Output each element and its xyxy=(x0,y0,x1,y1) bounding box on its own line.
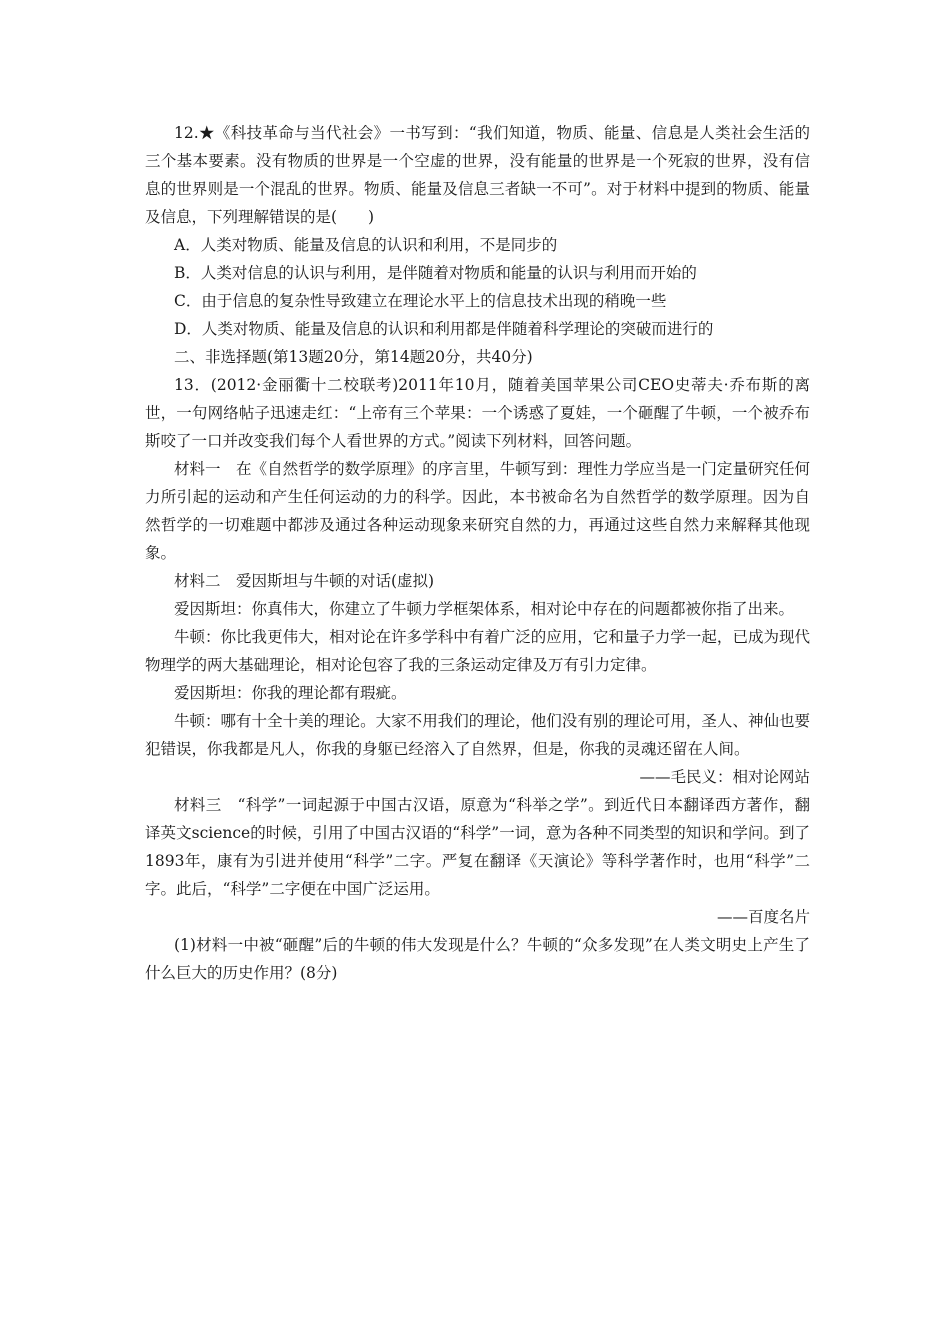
question-13-sub-1: (1)材料一中被“砸醒”后的牛顿的伟大发现是什么？牛顿的“众多发现”在人类文明史上产生了什么巨大的历史作用？(8分) xyxy=(145,936,810,982)
question-12-stem: 12.★《科技革命与当代社会》一书写到：“我们知道，物质、能量、信息是人类社会生活的三个基本要素。没有物质的世界是一个空虚的世界，没有能量的世界是一个死寂的世界，没有信息的世界则是一个混乱的世界。物质、能量及信息三者缺一不可”。对于材料中提到的物质、能量及信息，下列理解错误的是( ) xyxy=(145,124,810,226)
question-13-intro: 13．(2012·金丽衢十二校联考)2011年10月，随着美国苹果公司CEO史蒂夫·乔布斯的离世，一句网络帖子迅速走红：“上帝有三个苹果：一个诱惑了夏娃，一个砸醒了牛顿，一个被乔布斯咬了一口并改变我们每个人看世界的方式。”阅读下列材料，回答问题。 xyxy=(145,376,810,450)
question-12-option-c: C．由于信息的复杂性导致建立在理论水平上的信息技术出现的稍晚一些 xyxy=(174,292,667,310)
question-12-option-a: A．人类对物质、能量及信息的认识和利用，不是同步的 xyxy=(174,236,558,254)
material-1: 材料一 在《自然哲学的数学原理》的序言里，牛顿写到：理性力学应当是一门定量研究任何力所引起的运动和产生任何运动的力的科学。因此，本书被命名为自然哲学的数学原理。因为自然哲学的一切难题中都涉及通过各种运动现象来研究自然的力，再通过这些自然力来解释其他现象。 xyxy=(145,460,810,562)
question-12-option-d: D．人类对物质、能量及信息的认识和利用都是伴随着科学理论的突破而进行的 xyxy=(174,320,714,338)
dialogue-line: 牛顿：哪有十全十美的理论。大家不用我们的理论，他们没有别的理论可用，圣人、神仙也要犯错误，你我都是凡人，你我的身躯已经溶入了自然界，但是，你我的灵魂还留在人间。 xyxy=(145,712,810,758)
dialogue-line: 爱因斯坦：你我的理论都有瑕疵。 xyxy=(174,684,407,702)
question-12-option-b: B．人类对信息的认识与利用，是伴随着对物质和能量的认识与利用而开始的 xyxy=(174,264,697,282)
material-2-source: ——毛民义：相对论网站 xyxy=(639,768,810,786)
material-3: 材料三 “科学”一词起源于中国古汉语，原意为“科举之学”。到近代日本翻译西方著作，翻译英文science的时候，引用了中国古汉语的“科学”一词，意为各种不同类型的知识和学问。到了1893年，康有为引进并使用“科学”二字。严复在翻译《天演论》等科学著作时，也用“科学”二字。此后，“科学”二字便在中国广泛运用。 xyxy=(145,796,810,898)
section-2-heading: 二、非选择题(第13题20分，第14题20分，共40分) xyxy=(174,348,533,366)
dialogue-line: 牛顿：你比我更伟大，相对论在许多学科中有着广泛的应用，它和量子力学一起，已成为现代物理学的两大基础理论，相对论包容了我的三条运动定律及万有引力定律。 xyxy=(145,628,810,674)
dialogue-line: 爱因斯坦：你真伟大，你建立了牛顿力学框架体系，相对论中存在的问题都被你指了出来。 xyxy=(174,600,795,618)
document-body xyxy=(145,119,810,987)
material-2-title: 材料二 爱因斯坦与牛顿的对话(虚拟) xyxy=(174,572,435,590)
material-3-source: ——百度名片 xyxy=(716,908,810,926)
